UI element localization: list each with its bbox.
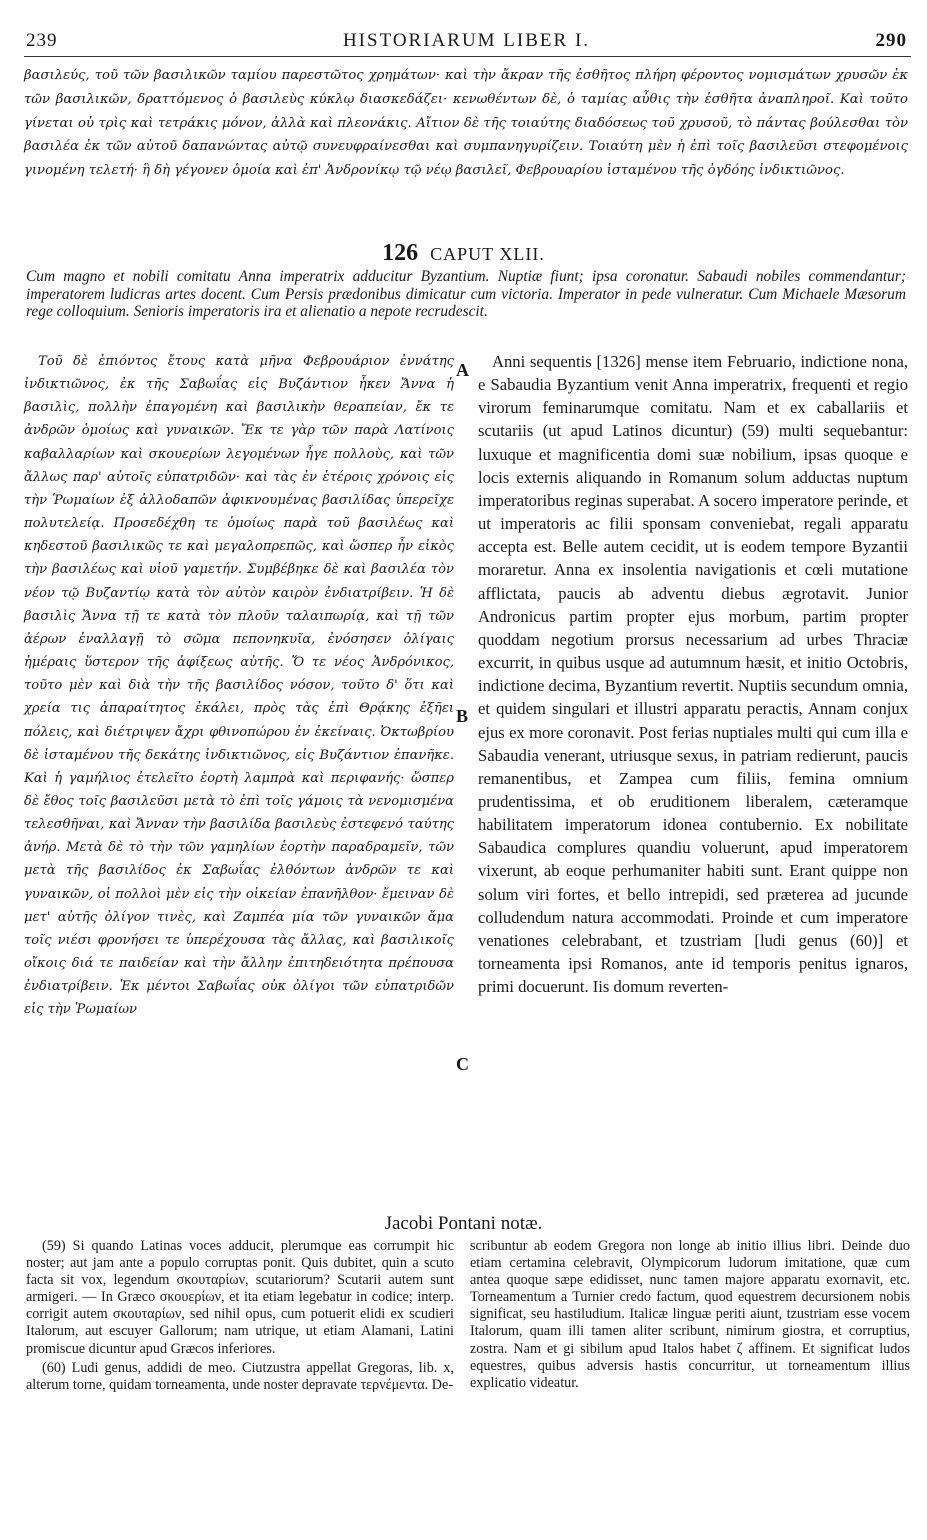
note-60: (60) Ludi genus, addidi de meo. Ciutzustra appellat Gregoras, lib. x, alterum torne, quidam torneamenta, unde noster depravate τερνέμεντα. De- bbox=[26, 1359, 454, 1393]
greek-column-text: Τοῦ δὲ ἐπιόντος ἔτους κατὰ μῆνα Φεβρουάριον ἐννάτης ἰνδικτιῶνος, ἐκ τῆς Σαβωΐας εἰς Βυζάντιον ἧκεν Ἄννα ἡ βασιλὶς, πολλὴν ἐπαγομένη καὶ βασιλικὴν θεραπείαν, ἔκ τε ἀνδρῶν ὁμοίως καὶ γυναικῶν. Ἔκ τε γὰρ τῶν παρὰ Λατίνοις καβαλλαρίων καὶ σκουερίων λεγομένων ἦγε πολλοὺς, καὶ τῶν ἄλλως παρ' αὐτοῖς εὐπατριδῶν· καὶ τὰς ἐν ἑτέροις χρόνοις εἰς τὴν Ῥωμαίων ἐξ ἀλλοδαπῶν ἀφικνουμένας βασιλίδας ὑπερεῖχε πολυτελείᾳ. Προσεδέχθη τε ὁμοίως παρὰ τοῦ βασιλέως καὶ κηδεστοῦ βασιλικῶς τε καὶ μεγαλοπρεπῶς, καὶ ὥσπερ ἦν εἰκὸς τὴν βασιλέως καὶ υἱοῦ γαμετήν. Συμβέβηκε δὲ καὶ βασιλέα τὸν νέον τῷ Βυζαντίῳ κατὰ τὸν αὐτὸν καιρὸν ἐνδιατρίβειν. Ἡ δὲ βασιλὶς Ἄννα τῇ τε κατὰ τὸν πλοῦν ταλαιπωρίᾳ, καὶ τῇ τῶν ἀέρων ἐναλλαγῇ τὸ σῶμα πεπονηκυῖα, ἐνόσησεν ὀλίγαις ἡμέραις ὕστερον τῆς ἀφίξεως αὐτῆς. Ὅ τε νέος Ἀνδρόνικος, τοῦτο μὲν καὶ διὰ τὴν τῆς βασιλίδος νόσον, τοῦτο δ' ὅτι καὶ χρεία τις ἀπαραίτητος ἐκάλει, πρὸς τὰς ἐπὶ Θρᾴκης ἐξῆει πόλεις, καὶ διέτριψεν ἄχρι φθινοπώρου ἐν ἐκείναις. Ὀκτωβρίου δὲ ἱσταμένου τῆς δεκάτης ἰνδικτιῶνος, εἰς Βυζάντιον ἐπανῆκε. Καὶ ἡ γαμήλιος ἐτελεῖτο ἑορτὴ λαμπρὰ καὶ περιφανής· ὥσπερ δὲ ἔθος τοῖς βασιλεῦσι μετὰ τὸ ἐπὶ τοῖς γάμοις τὰ νενομισμένα τελεσθῆναι, καὶ Ἄνναν τὴν βασιλίδα βασιλεὺς ἐστεφενό ταύτης ἀνήρ. Μετὰ δὲ τὸ τὴν τῶν γαμηλίων ἑορτὴν παραδραμεῖν, τῶν μετὰ τῆς βασιλίδος ἐκ Σαβωΐας ἐλθόντων ἀνδρῶν τε καὶ γυναικῶν, οἱ πολλοὶ μὲν εἰς τὴν οἰκείαν ἐπανῆλθον· ἔμειναν δὲ μετ' αὐτῆς ὀλίγον τινὲς, καὶ Ζαμπέα μία τῶν γυναικῶν ἅμα τοῖς νιέσι φρονήσει τε ὑπερέχουσα τὰς ἄλλας, καὶ βασιλικοῖς οἴκοις διά τε παιδείαν καὶ τὴν ἄλλην ἐπιτηδειότητα πρέπουσα ἐνδιατρίβειν. Ἐκ μέντοι Σαβωΐας οὐκ ὀλίγοι τῶν εὐπατριδῶν εἰς τὴν Ῥωμαίων bbox=[24, 354, 454, 1018]
running-title: HISTORIARUM LIBER I. bbox=[342, 30, 591, 51]
note-60-continuation: scribuntur ab eodem Gregora non longe ab initio illius libri. Deinde duo etiam certamina celebravit, Olympicorum ludorum imitatione, quæ cum antea quoque sæpe edidisset, nunc tamen majore apparatu exornavit, etc. Torneamentum a Turnier credo factum, quod equestrem decursionem nobis significat, seu hastiludium. Italicæ linguæ periti aiunt, tzustriam esse vocem Italorum, quam illi tamen aliter scribunt, nimirum giostra, et corruptius, zostra. Nam et gi sibilum apud Italos habet ζ affinem. Et significat ludos equestres, quibus adversis hastis concurritur, ut torneamentum illius explicatio videatur. bbox=[470, 1238, 910, 1391]
chapter-heading bbox=[0, 240, 927, 267]
margin-letter-a: A bbox=[456, 360, 469, 380]
margin-letter-b: B bbox=[456, 706, 469, 726]
margin-letter-c: C bbox=[456, 1054, 469, 1074]
chapter-summary bbox=[26, 268, 906, 321]
chapter-title: CAPUT XLII. bbox=[430, 244, 545, 264]
notes-right-column bbox=[470, 1238, 910, 1392]
running-head bbox=[26, 30, 907, 52]
folio-number: 290 bbox=[875, 30, 907, 51]
latin-column bbox=[478, 350, 908, 998]
greek-top-text: βασιλεύς, τοῦ τῶν βασιλικῶν ταμίου παρεστῶτος χρημάτων· καὶ τὴν ἄκραν τῆς ἐσθῆτος πλήρη φέροντος νομισμάτων χρυσῶν ἐκ τῶν βασιλικῶν, δραττόμενος ὁ βασιλεὺς κύκλῳ διασκεδάζει· κενωθέντων δὲ, ὁ ταμίας αὖθις τὴν ἐσθῆτα ἀναπληροῖ. Καὶ τοῦτο γίνεται οὐ τρὶς καὶ τετράκις μόνον, ἀλλὰ καὶ πλεονάκις. Αἴτιον δὲ τῆς τοιαύτης διαδόσεως τοῦ χρυσοῦ, τὸ πάντας βούλεσθαι τὸν βασιλέα ἐκ τῶν αὐτοῦ δαπανώντας αὐτῷ συνευφραίνεσθαι καὶ συμπανηγυρίζειν. Τοιαύτη μὲν ἡ ἐπὶ τοῖς βασιλεῦσι στεφομένοις γινομένη τελετή· ἣ δὴ γέγονεν ὁμοία καὶ ἐπ' Ἀνδρονίκῳ τῷ νέῳ βασιλεῖ, Φεβρουαρίου ἱσταμένου τῆς ὀγδόης ἰνδικτιῶνος. bbox=[24, 68, 908, 179]
latin-column-text: Anni sequentis [1326] mense item Februario, indictione nona, e Sabaudia Byzantium venit Anna imperatrix, frequenti et regio virorum feminarumque comitatu. Nam et ex caballariis et scutariis (ut apud Latinos dicuntur) (59) multi sequebantur: luxuque et magnificentia domi suæ nobilium, ipsas quoque e locis externis aliquando in Romanum solum adductas nuptum imperatoribus reginas superabat. A socero imperatore perinde, et ut imperatoris ac filii sponsam conveniebat, regali apparatu accepta est. Belle autem cecidit, ut is eodem tempore Byzantii moraretur. Anna ex insolentia navigationis et cœli mutatione afflictata, paucis ab adventu diebus ægrotavit. Junior Andronicus partim propter ejus morbum, partim propter quoddam negotium prorsus necessarium ad urbes Thraciæ excurrit, in quibus usque ad autumnum hæsit, et initio Octobris, indictione decima, Byzantium revertit. Nuptiis secundum omnia, et quidem singulari et illustri apparatu peractis, Annam conjux ejus ex more coronavit. Post ferias nuptiales multi qui cum illa e Sabaudia venerant, utriusque sexus, in patriam redierunt, paucis remanentibus, et Zampea cum filiis, femina omnium prudentissima, et ob eruditionem liberalem, cæteramque habilitatem imperatorum idonea contubernio. Ex nobilitate Sabaudica complures quandiu voluerunt, apud imperatorem vixerunt, ab eoque perhumaniter habiti sunt. Erant quippe non solum viri fortes, et bello intrepidi, sed præterea ad jucunde colludendum natura accommodati. Proinde et cum imperatore venationes celebrabant, et tzustriam [ludi genus (60)] et torneamenta ipsi Romanos, ante id temporis penitus ignaros, primi docuerunt. Iis domum reverten- bbox=[478, 352, 908, 997]
notes-left-column bbox=[26, 1238, 454, 1394]
notes-title: Jacobi Pontani notæ. bbox=[384, 1213, 543, 1234]
summary-text: Cum magno et nobili comitatu Anna imperatrix adducitur Byzantium. Nuptiæ fiunt; ipsa coronatur. Sabaudi nobiles commendantur; imperatorem ludicras artes docent. Cum Persis prædonibus dimicatur cum victoria. Imperator in pede vulneratur. Cum Michaele Mæsorum rege colloquium. Senioris imperatoris ira et alienatio a nepote recrudescit. bbox=[26, 268, 906, 321]
chapter-number: 126 bbox=[382, 240, 419, 266]
greek-column bbox=[24, 350, 454, 1022]
page-number: 239 bbox=[26, 30, 58, 51]
header-rule bbox=[24, 56, 911, 57]
note-59: (59) Si quando Latinas voces adducit, plerumque eas corrumpit hic noster; aut jam ante a populo corruptas ponit. Quis dubitet, quin a scuto facta sit vox, legendum σκουταρίων, scutariorum? Scutarii autem sunt armigeri. — In Græco σκουερίων, et ita etiam legebatur in codice; interp. corrigit autem σκουταρίων, sed nihil opus, cum potuerit elidi ex scudieri Italorum, aut escuyer Gallorum; nam utrique, ut etiam Alamani, Latini promiscue dicuntur apud Græcos inferiores. bbox=[26, 1238, 454, 1357]
greek-top-paragraph bbox=[24, 64, 908, 183]
